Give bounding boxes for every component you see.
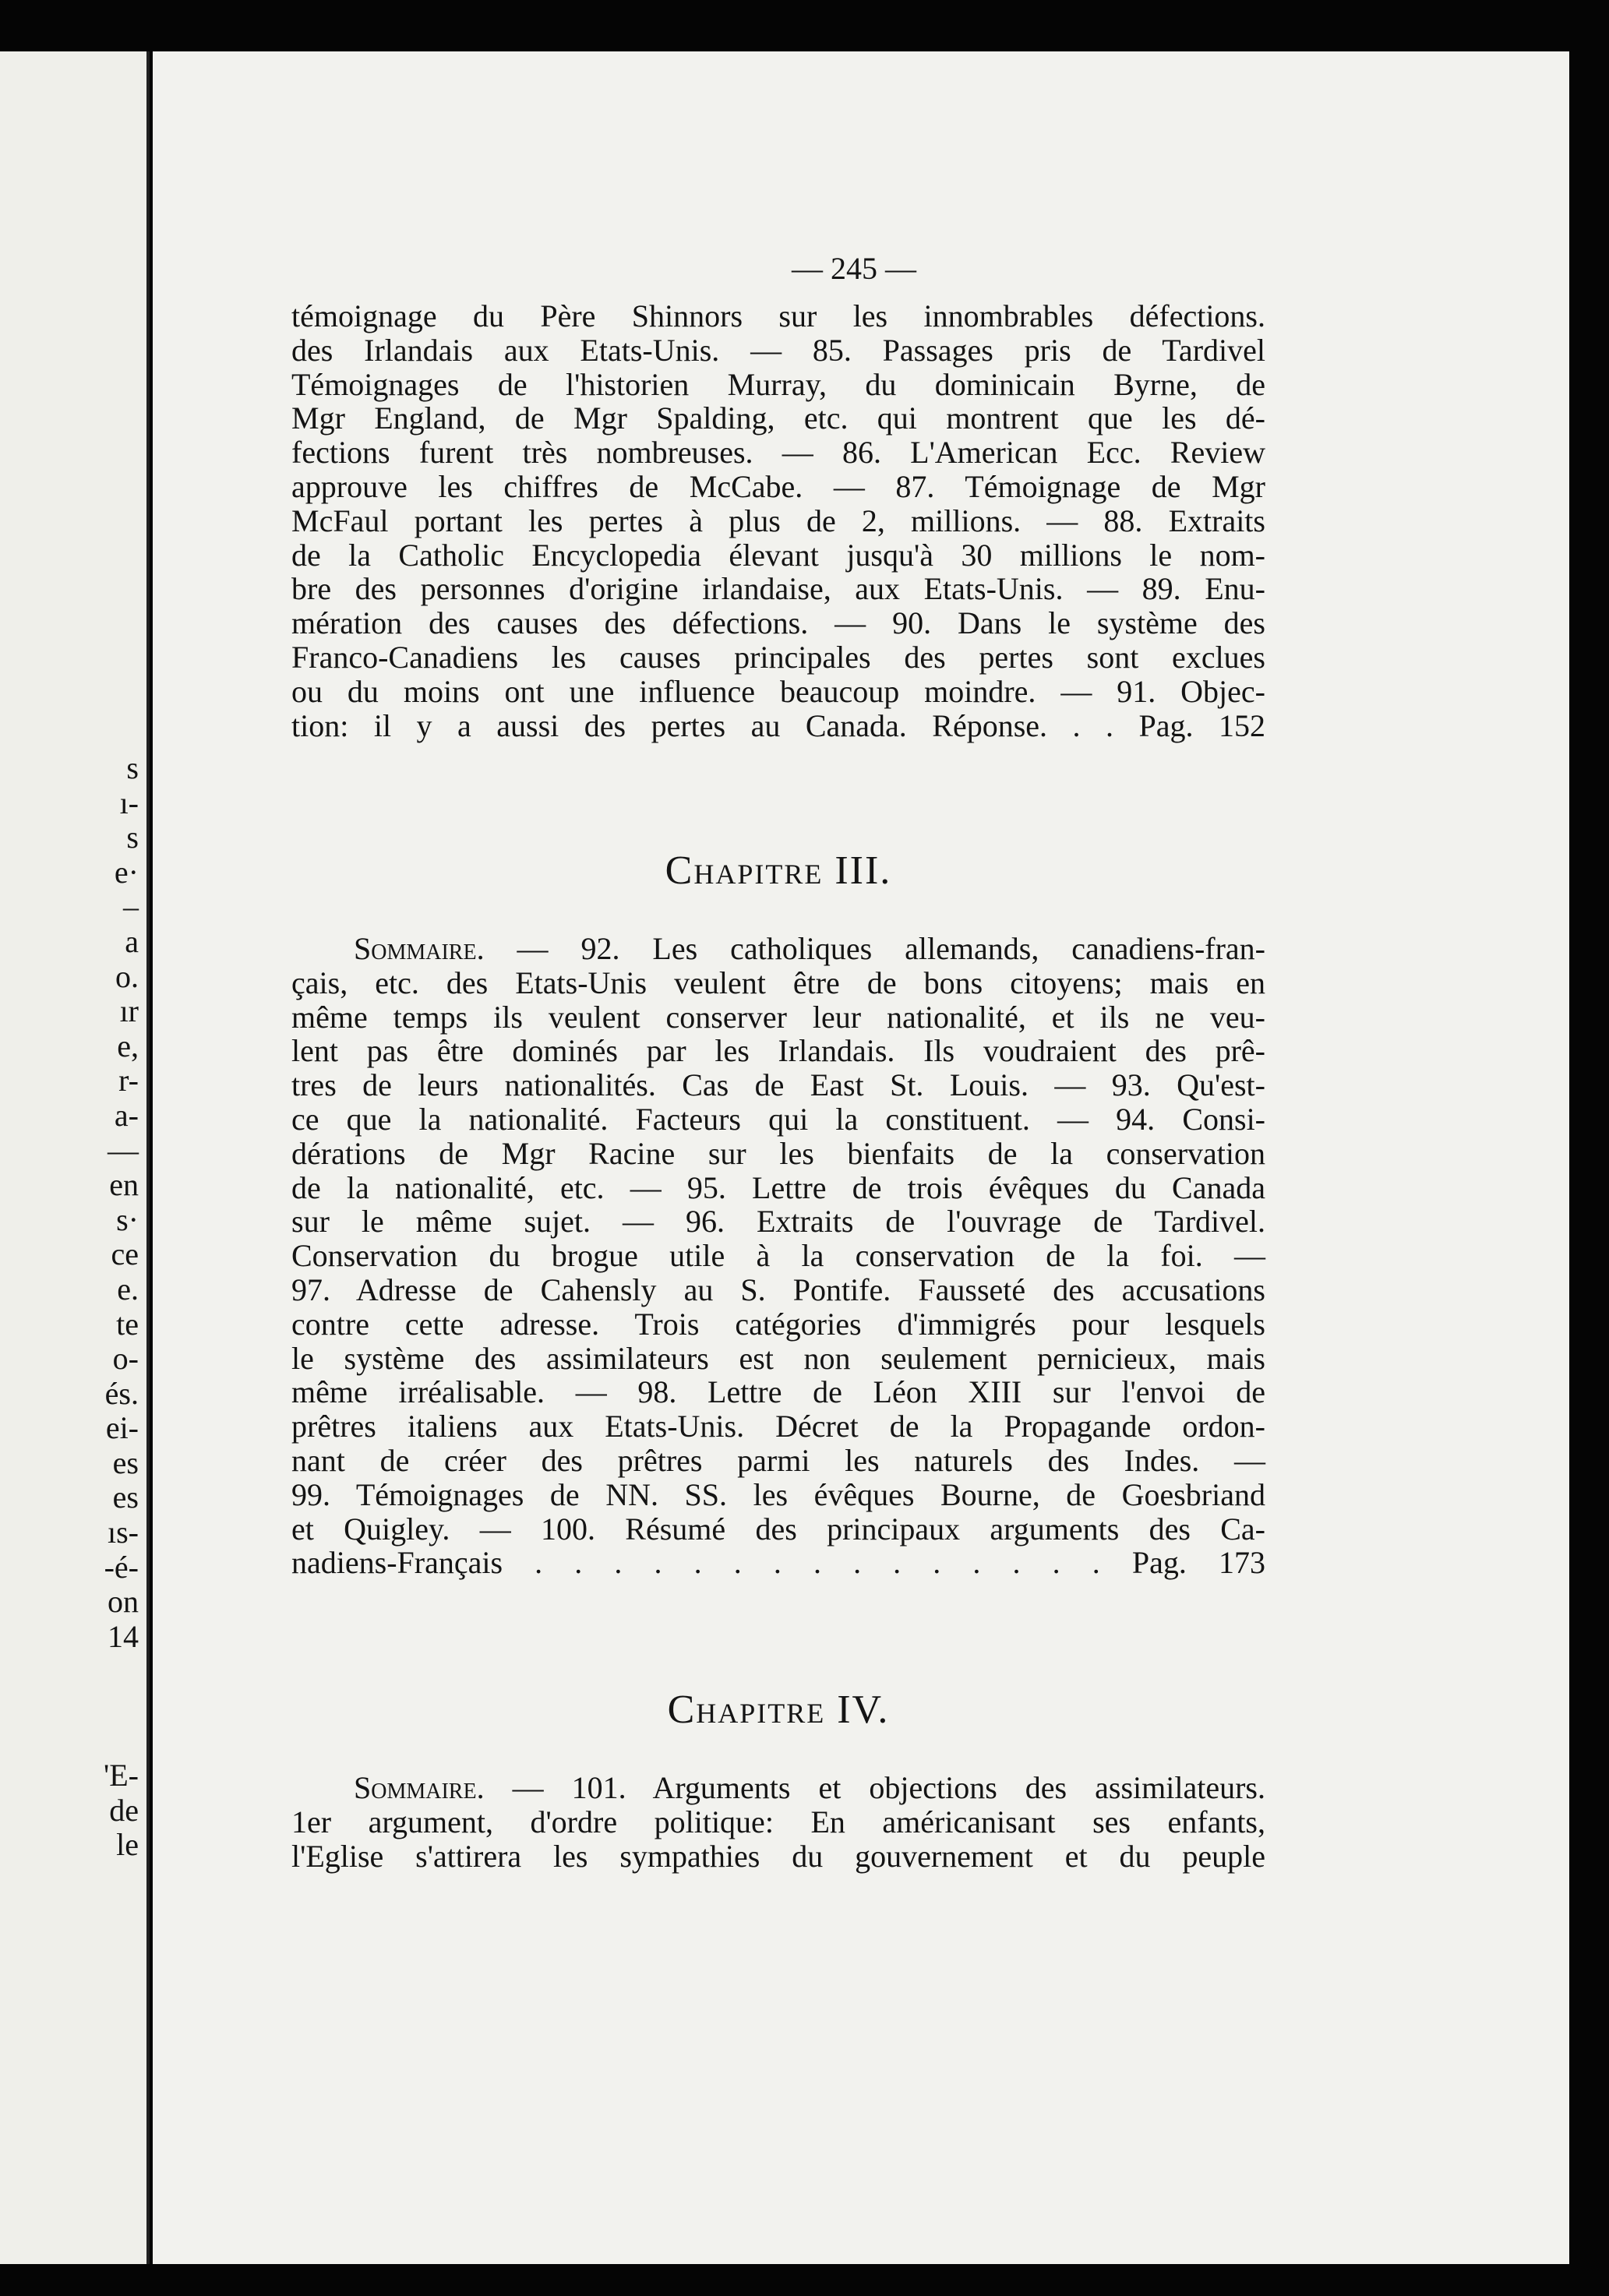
left-fragment-line: te (116, 1306, 139, 1342)
text-line: sur le même sujet. — 96. Extraits de l'ouvrage de Tardivel. (291, 1204, 1265, 1240)
summary-first-line: — 92. Les catholiques allemands, canadiens-fran- (484, 931, 1265, 966)
left-fragment-line: s· (116, 1201, 139, 1237)
page-fold (146, 51, 150, 2264)
text-line: et Quigley. — 100. Résumé des principaux arguments des Ca- (291, 1511, 1265, 1547)
left-fragment-line: -é- (104, 1549, 139, 1585)
chapter-3-title: Chapitre III. (665, 848, 892, 893)
text-line: de la nationalité, etc. — 95. Lettre de trois évêques du Canada (291, 1169, 1265, 1205)
left-fragment-line: 'E- (104, 1758, 139, 1793)
left-fragment-line: on (108, 1584, 139, 1620)
left-fragment-line: s (126, 750, 139, 785)
text-line: 99. Témoignages de NN. SS. les évêques Bourne, de Goesbriand (291, 1476, 1265, 1512)
chapter-4-title: Chapitre IV. (667, 1688, 890, 1732)
left-fragment-line: s (126, 820, 139, 855)
left-page-edge (0, 51, 150, 2264)
text-line: 1er argument, d'ordre politique: En américanisant ses enfants, (291, 1804, 1265, 1839)
text-line: dérations de Mgr Racine sur les bienfaits de la conservation (291, 1135, 1265, 1171)
text-line: des Irlandais aux Etats-Unis. — 85. Passages pris de Tardivel (291, 332, 1265, 368)
text-line: nadiens-Français . . . . . . . . . . . . . . . Pag. 173 (291, 1545, 1265, 1581)
text-line: même irréalisable. — 98. Lettre de Léon XIII sur l'envoi de (291, 1374, 1265, 1410)
text-line: Conservation du brogue utile à la conservation de la foi. — (291, 1238, 1265, 1274)
left-fragment-line (104, 1724, 139, 1759)
text-line (291, 1771, 1265, 1805)
left-fragment-line: e, (117, 1028, 139, 1063)
left-fragment-line: ıs- (108, 1515, 139, 1550)
text-line: nant de créer des prêtres parmi les naturels des Indes. — (291, 1442, 1265, 1478)
text-line: témoignage du Père Shinnors sur les innombrables défections. (291, 298, 1265, 333)
text-line: même temps ils veulent conserver leur nationalité, et ils ne veu- (291, 999, 1265, 1035)
text-line: Témoignages de l'historien Murray, du dominicain Byrne, de (291, 366, 1265, 402)
text-line: ou du moins ont une influence beaucoup moindre. — 91. Objec- (291, 673, 1265, 709)
summary-label: Sommaire. (354, 1770, 485, 1805)
text-line: lent pas être dominés par les Irlandais. Ils voudraient des prê- (291, 1033, 1265, 1069)
text-line: tres de leurs nationalités. Cas de East St. Louis. — 93. Qu'est- (291, 1067, 1265, 1103)
left-fragment-line: en (109, 1167, 139, 1203)
left-fragment-line: o. (115, 958, 139, 994)
left-fragment-line: — (108, 1132, 139, 1168)
left-page-text-fragments (104, 751, 139, 1863)
text-line: McFaul portant les pertes à plus de 2, millions. — 88. Extraits (291, 503, 1265, 538)
text-line: de la Catholic Encyclopedia élevant jusqu'à 30 millions le nom- (291, 537, 1265, 573)
text-line (291, 932, 1265, 966)
left-fragment-line: o- (112, 1341, 139, 1377)
text-line: le système des assimilateurs est non seulement pernicieux, mais (291, 1340, 1265, 1376)
summary-first-line: — 101. Arguments et objections des assimilateurs. (484, 1770, 1265, 1805)
text-line: mération des causes des défections. — 90. Dans le système des (291, 605, 1265, 641)
text-line: ce que la nationalité. Facteurs qui la constituent. — 94. Consi- (291, 1101, 1265, 1137)
left-fragment-line: ce (111, 1236, 139, 1272)
left-fragment-line: e· (114, 854, 139, 890)
left-fragment-line: – (123, 889, 139, 925)
left-fragment-line: ei- (105, 1410, 139, 1446)
chapter-3-heading (291, 848, 1265, 894)
left-fragment-line: és. (104, 1375, 139, 1411)
chapter2-summary-continuation (291, 299, 1265, 742)
left-fragment-line: ır (119, 993, 139, 1029)
text-line: Mgr England, de Mgr Spalding, etc. qui montrent que les dé- (291, 400, 1265, 436)
chapter-4-summary (291, 1771, 1265, 1873)
text-line: çais, etc. des Etats-Unis veulent être de bons citoyens; mais en (291, 965, 1265, 1000)
chapter-3-summary (291, 932, 1265, 1580)
left-fragment-line: r- (118, 1063, 139, 1099)
left-fragment-line: a- (114, 1097, 139, 1133)
left-fragment-line (104, 1689, 139, 1724)
text-line: prêtres italiens aux Etats-Unis. Décret de la Propagande ordon- (291, 1409, 1265, 1444)
text-line: contre cette adresse. Trois catégories d'immigrés pour lesquels (291, 1306, 1265, 1342)
summary-label: Sommaire. (354, 931, 485, 966)
right-page (153, 51, 1569, 2264)
text-line: approuve les chiffres de McCabe. — 87. Témoignage de Mgr (291, 468, 1265, 504)
text-line: 97. Adresse de Cahensly au S. Pontife. Fausseté des accusations (291, 1271, 1265, 1307)
left-fragment-line: ı- (119, 785, 139, 820)
left-fragment-line: le (116, 1827, 139, 1863)
page-number: — 245 — (792, 251, 916, 286)
text-line: tion: il y a aussi des pertes au Canada. Réponse. . . Pag. 152 (291, 707, 1265, 743)
left-fragment-line: es (112, 1444, 139, 1480)
text-line: l'Eglise s'attirera les sympathies du gouvernement et du peuple (291, 1838, 1265, 1874)
left-fragment-line (104, 1654, 139, 1689)
left-fragment-line: a (125, 923, 139, 959)
text-line: fections furent très nombreuses. — 86. L'American Ecc. Review (291, 435, 1265, 471)
text-line: bre des personnes d'origine irlandaise, aux Etats-Unis. — 89. Enu- (291, 571, 1265, 607)
left-fragment-line: es (112, 1480, 139, 1515)
text-line: Franco-Canadiens les causes principales des pertes sont exclues (291, 639, 1265, 675)
left-fragment-line: e. (117, 1271, 139, 1307)
left-fragment-line: 14 (108, 1618, 139, 1654)
left-fragment-line: de (109, 1792, 139, 1828)
chapter-4-heading (291, 1687, 1265, 1733)
